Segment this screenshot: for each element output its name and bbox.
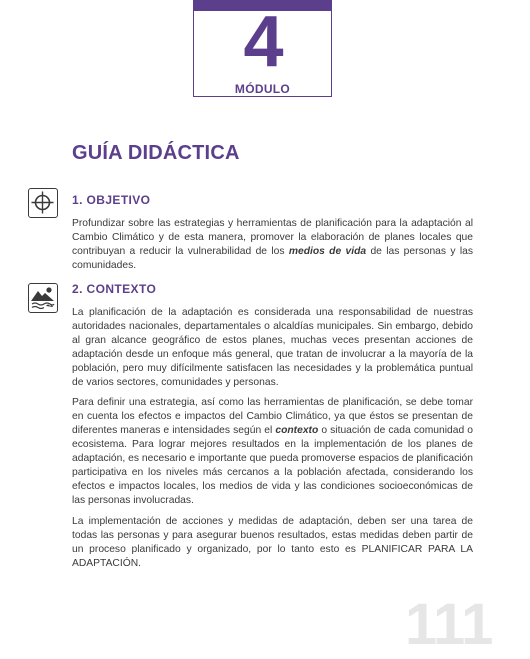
section-heading-contexto: 2. CONTEXTO [72, 282, 157, 296]
paragraph-text: Profundizar sobre las estrategias y herramientas de planificación para la adaptación al Cambio Climático y de esta manera, promover la elaboración de planes locales que contribuyan a reducir la vulnerabilidad de los [72, 218, 473, 257]
emphasis-contexto: contexto [275, 425, 319, 436]
contexto-paragraph-3: La implementación de acciones y medidas de adaptación, deben ser una tarea de todas las personas y para asegurar buenos resultados, estas medidas deben partir de un proceso planificado y organizado, por lo tanto esto es PLANIFICAR PARA LA ADAPTACIÓN. [72, 516, 473, 569]
emphasis-medios-de-vida: medios de vida [288, 246, 367, 257]
module-label: MÓDULO [234, 82, 291, 96]
page-number: 111 [405, 592, 493, 657]
page-title: GUÍA DIDÁCTICA [72, 142, 240, 164]
crosshair-target-icon [28, 188, 58, 218]
objetivo-paragraph [72, 217, 473, 273]
paragraph-text: o situación de cada comunidad o ecosistema. Para lograr mejores resultados en la implementación de los planes de adaptación, es necesario e importante que pueda promoverse espacios de planificación participativa en los niveles más cercanos a la población afectada, considerando los efectos e impactos locales, los medios de vida y las condiciones socioeconómicas de las personas involucradas. [72, 425, 473, 506]
paragraph-text: Para definir una estrategia, así como las herramientas de planificación, se debe tomar en cuenta los efectos e impactos del Cambio Climático, ya que éstos se presentan de diferentes maneras e intensidades según el [72, 397, 473, 436]
module-header-box [193, 0, 332, 97]
landscape-climate-icon [28, 283, 58, 313]
contexto-paragraph-2 [72, 396, 473, 508]
section-heading-objetivo: 1. OBJETIVO [72, 193, 151, 207]
contexto-paragraph-1: La planificación de la adaptación es considerada una responsabilidad de nuestras autoridades nacionales, departamentales o alcaldías municipales. Sin embargo, debido al gran alcance geográfico de estos planes, muchas veces presentan acciones de adaptación desde un enfoque más general, que tratan de involucrar a la mayoría de la población, pero muy difícilmente satisfacen las necesidades y la problemática puntual de varios sectores, comunidades y personas. [72, 307, 473, 388]
module-number: 4 [243, 2, 282, 82]
paragraph-text: de las personas y las comunidades. [72, 246, 473, 271]
